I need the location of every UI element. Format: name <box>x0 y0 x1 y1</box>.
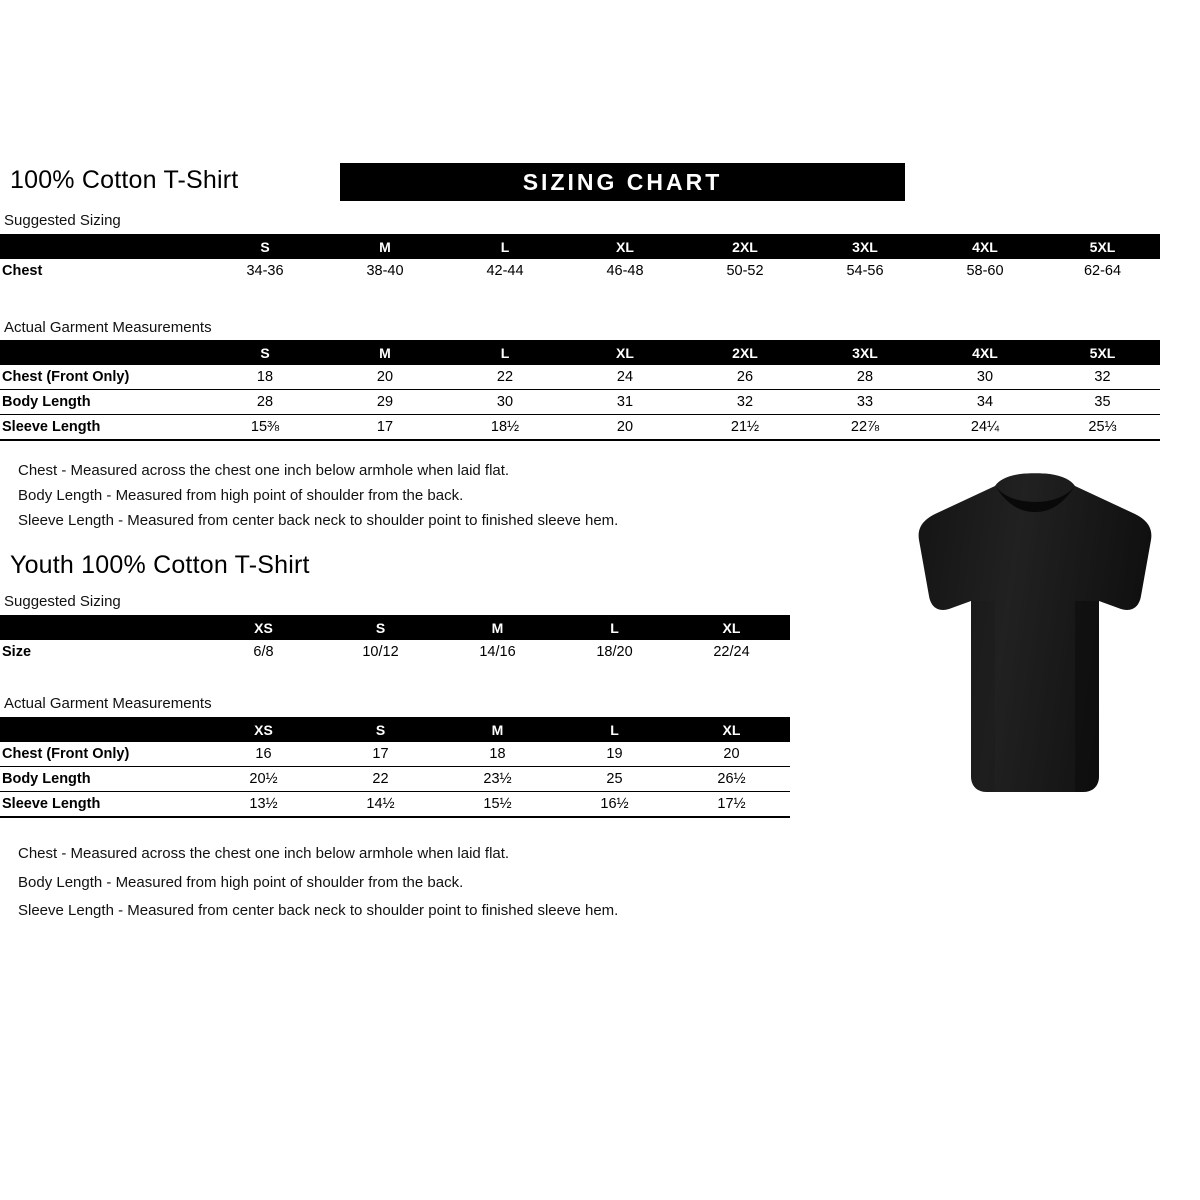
cell: 14/16 <box>479 644 516 660</box>
adult-section-title: 100% Cotton T-Shirt <box>10 166 239 194</box>
cell: 25⅓ <box>1088 419 1117 435</box>
cell: 54-56 <box>846 263 884 279</box>
cell: 16 <box>255 746 272 762</box>
cell: 50-52 <box>726 263 764 279</box>
cell: 30 <box>976 369 994 385</box>
adult-actual-measurements-label: Actual Garment Measurements <box>4 319 212 336</box>
table-row <box>0 767 790 792</box>
row-label: Size <box>2 644 32 660</box>
adult-note-sleeve-length: Sleeve Length - Measured from center back neck to shoulder point to finished sleeve hem. <box>18 512 619 529</box>
cell: 17 <box>372 746 389 762</box>
cell: 38-40 <box>366 263 404 279</box>
col-header: M <box>439 717 556 742</box>
col-header: 4XL <box>925 340 1045 365</box>
cell: 6/8 <box>253 644 274 660</box>
col-header: 3XL <box>805 340 925 365</box>
cell: 35 <box>1094 394 1111 410</box>
col-header <box>0 340 205 365</box>
adult-actual-measurements-table <box>0 340 1160 441</box>
cell: 22 <box>372 771 389 787</box>
row-label: Body Length <box>2 771 91 787</box>
adult-note-body-length: Body Length - Measured from high point of shoulder from the back. <box>18 487 464 504</box>
table-row <box>0 742 790 767</box>
cell: 17 <box>376 419 394 435</box>
col-header: L <box>556 615 673 640</box>
col-header: S <box>205 340 325 365</box>
youth-note-body-length: Body Length - Measured from high point of shoulder from the back. <box>18 874 464 891</box>
sizing-chart-banner <box>340 163 905 201</box>
table-row <box>0 792 790 818</box>
col-header: 2XL <box>685 340 805 365</box>
cell: 42-44 <box>486 263 524 279</box>
youth-actual-measurements-table <box>0 717 790 818</box>
cell: 23½ <box>483 771 512 787</box>
cell: 20 <box>616 419 634 435</box>
cell: 22 <box>496 369 514 385</box>
table-row <box>0 415 1160 441</box>
col-header: XL <box>673 717 790 742</box>
youth-section-title: Youth 100% Cotton T-Shirt <box>10 551 310 579</box>
col-header: XL <box>565 340 685 365</box>
col-header: S <box>322 615 439 640</box>
youth-suggested-sizing-table <box>0 615 790 664</box>
col-header: 5XL <box>1045 340 1160 365</box>
cell: 28 <box>256 394 274 410</box>
tshirt-icon <box>895 470 1175 810</box>
cell: 26 <box>736 369 754 385</box>
cell: 32 <box>736 394 754 410</box>
cell: 10/12 <box>362 644 399 660</box>
cell: 24¼ <box>970 419 1000 435</box>
col-header: 5XL <box>1045 234 1160 259</box>
youth-actual-measurements-label: Actual Garment Measurements <box>4 695 212 712</box>
table-header-row <box>0 340 1160 365</box>
cell: 34 <box>976 394 994 410</box>
youth-note-sleeve-length: Sleeve Length - Measured from center back neck to shoulder point to finished sleeve hem. <box>18 902 619 919</box>
table-header-row <box>0 234 1160 259</box>
row-label: Chest <box>2 263 43 279</box>
cell: 14½ <box>366 796 395 812</box>
col-header: L <box>556 717 673 742</box>
table-row <box>0 640 790 664</box>
adult-suggested-sizing-label: Suggested Sizing <box>4 212 121 229</box>
cell: 46-48 <box>606 263 644 279</box>
col-header <box>0 234 205 259</box>
cell: 18/20 <box>596 644 633 660</box>
col-header: 3XL <box>805 234 925 259</box>
cell: 13½ <box>249 796 278 812</box>
col-header: XL <box>565 234 685 259</box>
cell: 15½ <box>483 796 512 812</box>
row-label: Chest (Front Only) <box>2 746 130 762</box>
adult-suggested-sizing-table <box>0 234 1160 283</box>
cell: 22/24 <box>713 644 750 660</box>
col-header <box>0 615 205 640</box>
cell: 24 <box>616 369 634 385</box>
row-label: Sleeve Length <box>2 796 101 812</box>
sizing-chart-banner-label: SIZING CHART <box>522 169 723 195</box>
table-header-row <box>0 615 790 640</box>
row-label: Body Length <box>2 394 91 410</box>
cell: 21½ <box>730 419 760 435</box>
youth-suggested-sizing-label: Suggested Sizing <box>4 593 121 610</box>
cell: 15⅜ <box>250 419 280 435</box>
cell: 58-60 <box>966 263 1004 279</box>
cell: 22⅞ <box>850 419 880 435</box>
col-header: M <box>325 234 445 259</box>
col-header: L <box>445 340 565 365</box>
tshirt-illustration <box>895 470 1175 810</box>
col-header: S <box>322 717 439 742</box>
row-label: Sleeve Length <box>2 419 101 435</box>
cell: 31 <box>616 394 634 410</box>
cell: 29 <box>376 394 394 410</box>
adult-note-chest: Chest - Measured across the chest one inch below armhole when laid flat. <box>18 462 510 479</box>
table-header-row <box>0 717 790 742</box>
youth-note-chest: Chest - Measured across the chest one inch below armhole when laid flat. <box>18 845 510 862</box>
col-header: 2XL <box>685 234 805 259</box>
col-header <box>0 717 205 742</box>
cell: 30 <box>496 394 514 410</box>
cell: 33 <box>856 394 874 410</box>
col-header: XS <box>205 615 322 640</box>
cell: 28 <box>856 369 874 385</box>
cell: 20 <box>376 369 394 385</box>
cell: 16½ <box>600 796 629 812</box>
cell: 34-36 <box>246 263 284 279</box>
cell: 19 <box>606 746 623 762</box>
col-header: XL <box>673 615 790 640</box>
cell: 18 <box>489 746 506 762</box>
cell: 18 <box>256 369 274 385</box>
cell: 25 <box>606 771 623 787</box>
cell: 17½ <box>717 796 746 812</box>
table-row <box>0 259 1160 283</box>
cell: 18½ <box>490 419 520 435</box>
table-row <box>0 390 1160 415</box>
cell: 62-64 <box>1083 263 1122 279</box>
col-header: S <box>205 234 325 259</box>
col-header: L <box>445 234 565 259</box>
cell: 20 <box>723 746 740 762</box>
cell: 26½ <box>717 771 746 787</box>
col-header: M <box>439 615 556 640</box>
col-header: M <box>325 340 445 365</box>
cell: 32 <box>1094 369 1111 385</box>
col-header: XS <box>205 717 322 742</box>
cell: 20½ <box>249 771 278 787</box>
table-row <box>0 365 1160 390</box>
row-label: Chest (Front Only) <box>2 369 130 385</box>
col-header: 4XL <box>925 234 1045 259</box>
